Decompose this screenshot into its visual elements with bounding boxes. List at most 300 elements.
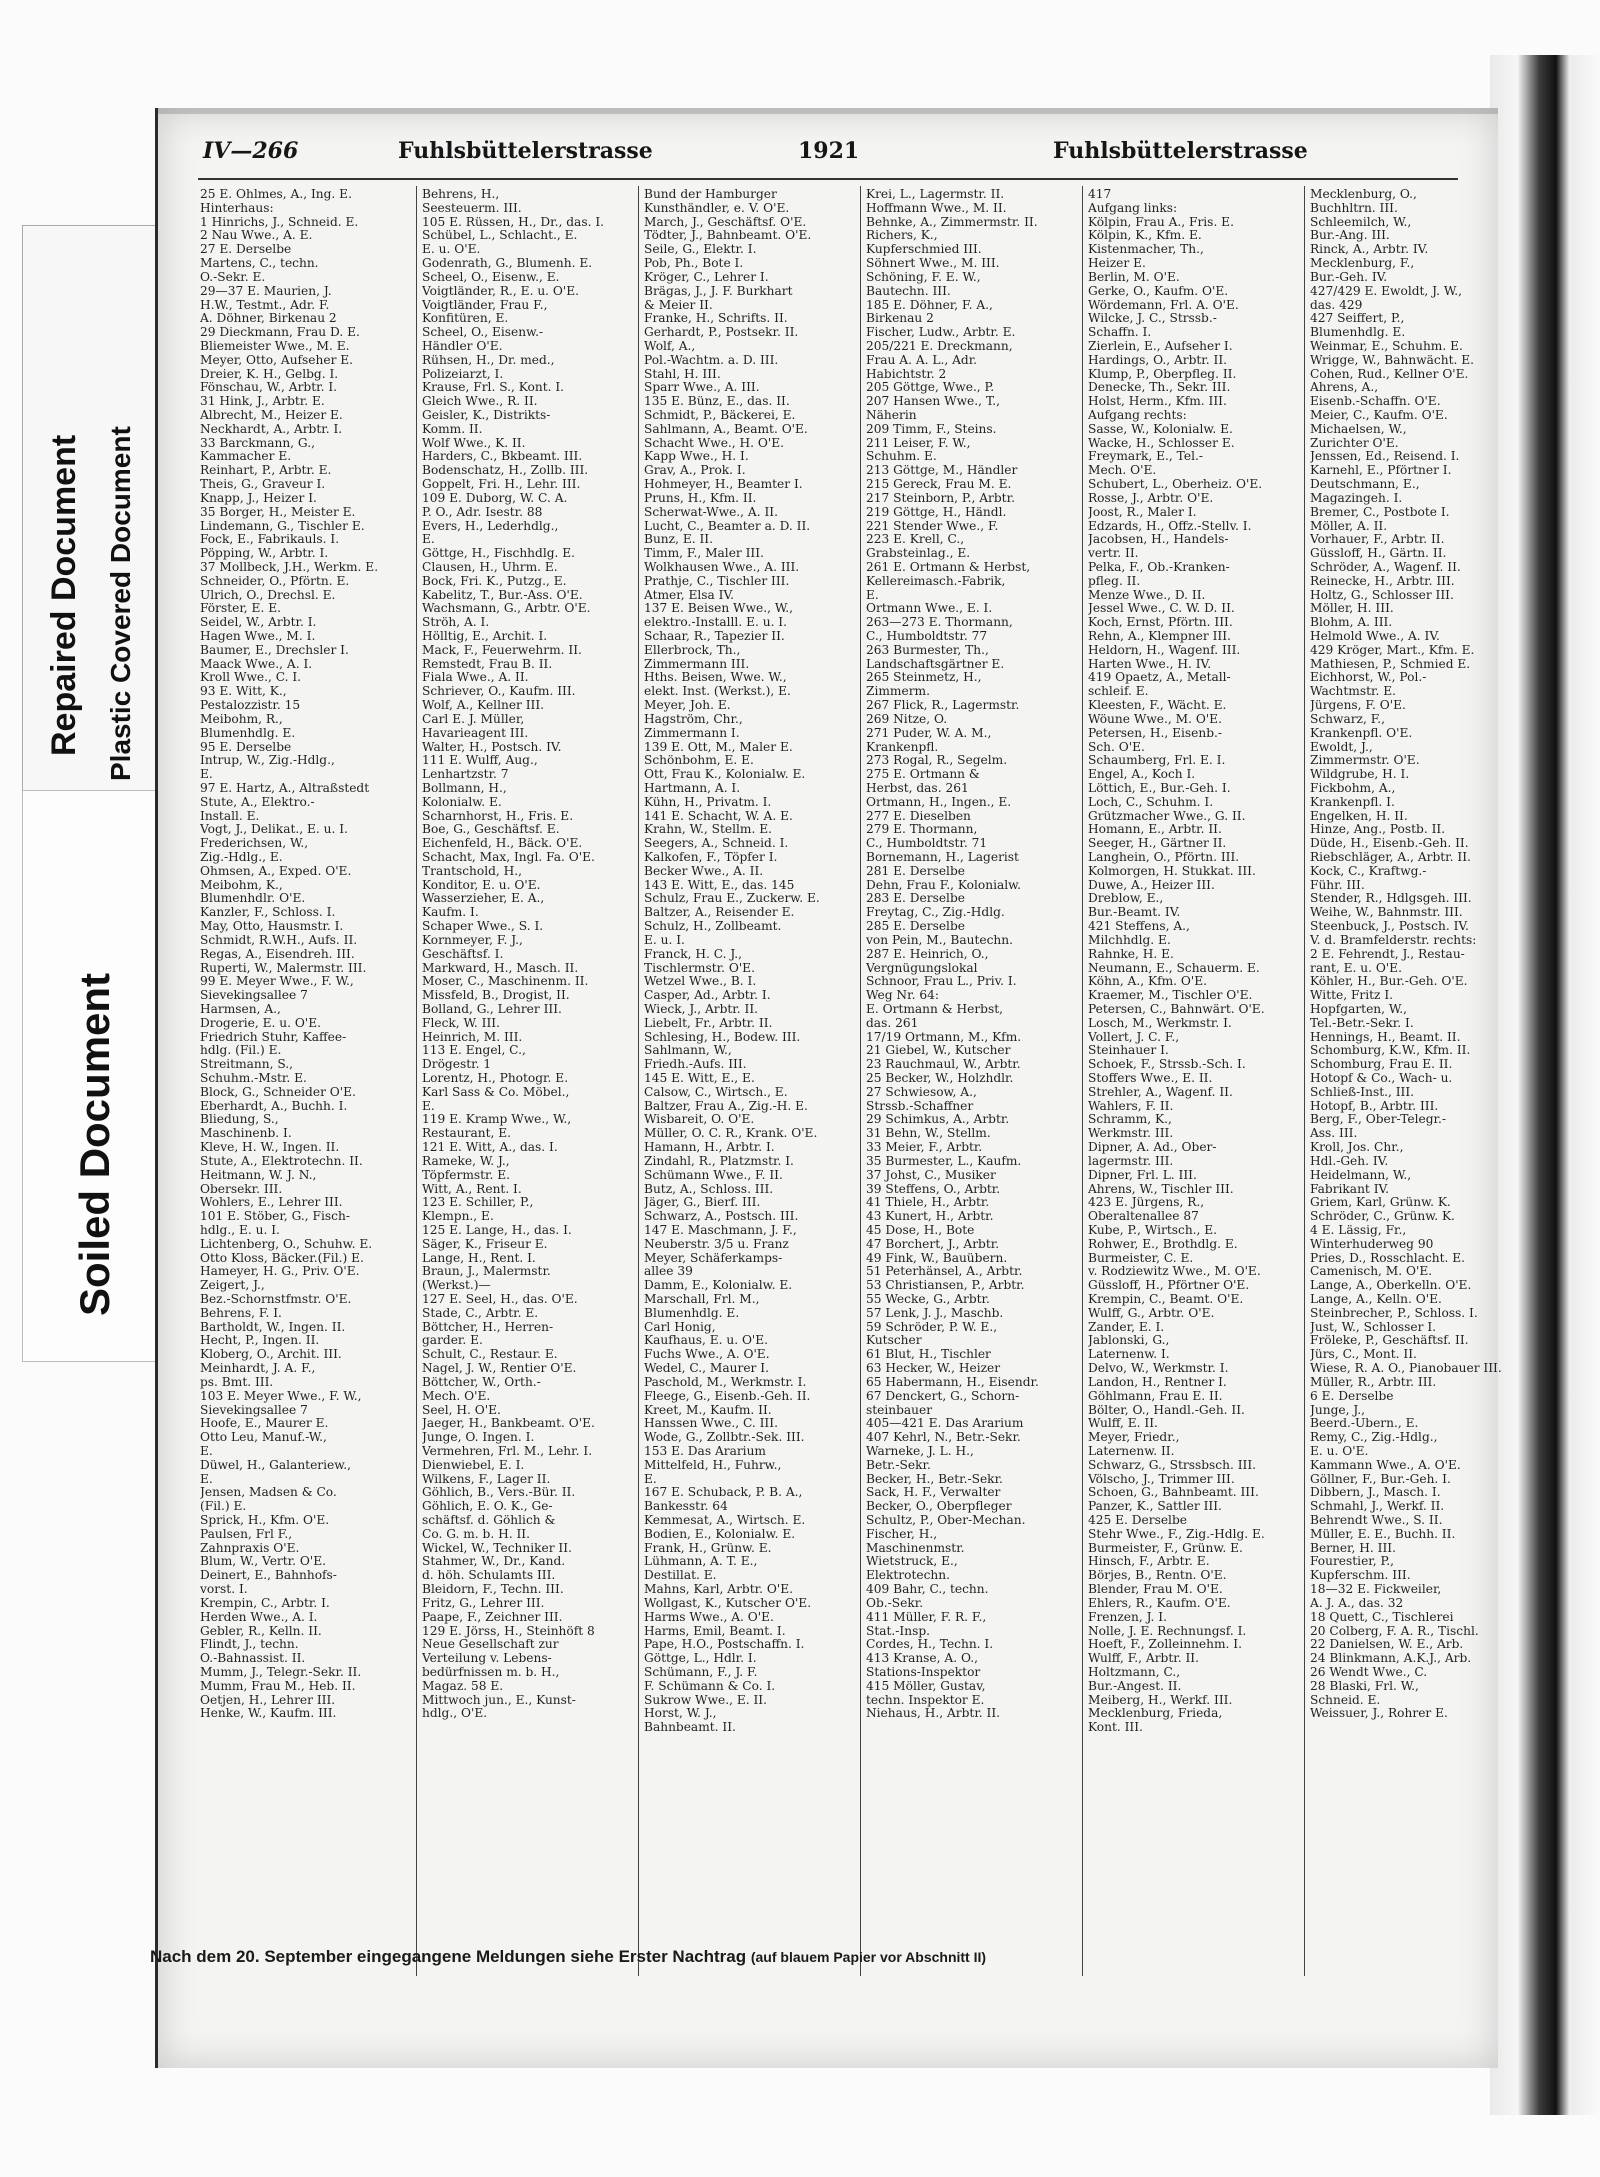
directory-entry-line: Kölpin, K., Kfm. E. bbox=[1088, 229, 1202, 243]
directory-entry-line: Düwel, H., Galanteriew., bbox=[200, 1458, 351, 1472]
directory-entry-line: Weissuer, J., Rohrer E. bbox=[1310, 1707, 1448, 1721]
directory-entry-line: Schriever, O., Kaufm. III. bbox=[422, 685, 576, 699]
directory-entry-line: 261 E. Ortmann & Herbst, bbox=[866, 560, 1031, 574]
directory-entry-line: Werkmstr. III. bbox=[1088, 1127, 1174, 1141]
directory-entry-line: 25 E. Ohlmes, A., Ing. E. bbox=[200, 188, 352, 201]
directory-entry-line: Bleidorn, F., Techn. III. bbox=[422, 1583, 564, 1597]
directory-entry-line: Zeigert, J., bbox=[200, 1279, 265, 1293]
directory-entry-line: Göttge, H., Fischhdlg. E. bbox=[422, 547, 576, 561]
directory-entry-line: Behrens, H., bbox=[422, 188, 500, 201]
directory-entry-line: Scheel, O., Eisenw., E. bbox=[422, 270, 560, 284]
directory-entry-line: elekt. Inst. (Werkst.), E. bbox=[644, 685, 791, 699]
directory-entry-line: Warneke, J. L. H., bbox=[866, 1444, 974, 1458]
directory-entry-line: Göhlich, B., Vers.-Bür. II. bbox=[422, 1486, 576, 1500]
directory-entry-line: 137 E. Beisen Wwe., W., bbox=[644, 602, 793, 616]
directory-entry-line: Pol.-Wachtm. a. D. III. bbox=[644, 353, 779, 367]
directory-entry-line: d. höh. Schulamts III. bbox=[422, 1569, 556, 1583]
directory-entry-line: Heidelmann, W., bbox=[1310, 1168, 1412, 1182]
directory-entry-line: Steinhauer I. bbox=[1088, 1044, 1169, 1058]
directory-entry-line: Lindemann, G., Tischler E. bbox=[200, 519, 365, 533]
directory-entry-line: Duwe, A., Heizer III. bbox=[1088, 878, 1215, 892]
directory-entry-line: Wohlers, E., Lehrer III. bbox=[200, 1196, 343, 1210]
directory-entry-line: Frederichsen, W., bbox=[200, 837, 309, 851]
directory-entry-line: Zig.-Hdlg., E. bbox=[200, 851, 283, 864]
directory-entry-line: Köhler, H., Bur.-Geh. O'E. bbox=[1310, 975, 1468, 989]
directory-entry-line: 65 Habermann, H., Eisendr. bbox=[866, 1375, 1039, 1389]
directory-entry-line: Landschaftsgärtner E. bbox=[866, 657, 1005, 671]
directory-entry-line: Friedh.-Aufs. III. bbox=[644, 1058, 747, 1072]
directory-entry-line: Gebler, R., Kelln. II. bbox=[200, 1624, 322, 1638]
directory-entry-line: Grützmacher Wwe., G. II. bbox=[1088, 809, 1246, 823]
directory-entry-line: Clausen, H., Uhrm. E. bbox=[422, 560, 558, 574]
directory-entry-line: 55 Wecke, G., Arbtr. bbox=[866, 1293, 990, 1306]
directory-entry-line: Ströh, A. I. bbox=[422, 616, 490, 630]
directory-entry-line: techn. Inspektor E. bbox=[866, 1693, 985, 1707]
directory-entry-line: Kornmeyer, F. J., bbox=[422, 933, 523, 947]
directory-entry-line: 26 Wendt Wwe., C. bbox=[1310, 1665, 1428, 1679]
directory-entry-line: Wilkens, F., Lager II. bbox=[422, 1472, 551, 1486]
directory-entry-line: Kaufm. I. bbox=[422, 906, 479, 920]
directory-entry-line: 427/429 E. Ewoldt, J. W., bbox=[1310, 284, 1462, 298]
directory-entry-line: 22 Danielsen, W. E., Arb. bbox=[1310, 1638, 1464, 1652]
directory-entry-line: Regas, A., Eisendreh. III. bbox=[200, 947, 355, 961]
directory-entry-line: Wöune Wwe., M. O'E. bbox=[1088, 712, 1222, 726]
directory-entry-line: Sack, H. F., Verwalter bbox=[866, 1486, 1001, 1500]
directory-entry-line: Voigtländer, R., E. u. O'E. bbox=[422, 284, 580, 298]
directory-entry-line: Schümann, F., J. F. bbox=[644, 1665, 758, 1679]
directory-entry-line: Niehaus, H., Arbtr. II. bbox=[866, 1707, 1001, 1721]
column-divider bbox=[416, 186, 417, 1976]
directory-entry-line: Liebelt, Fr., Arbtr. II. bbox=[644, 1016, 773, 1030]
directory-entry-line: Landon, H., Rentner I. bbox=[1088, 1375, 1227, 1389]
directory-entry-line: Denecke, Th., Sekr. III. bbox=[1088, 381, 1231, 395]
directory-entry-line: Junge, O. Ingen. I. bbox=[422, 1431, 535, 1445]
directory-entry-line: Hths. Beisen, Wwe. W., bbox=[644, 671, 787, 685]
directory-entry-line: Gleich Wwe., R. II. bbox=[422, 395, 538, 409]
directory-entry-line: Sasse, W., Kolonialw. E. bbox=[1088, 422, 1233, 436]
directory-entry-line: Geschäftsf. I. bbox=[422, 947, 504, 961]
directory-entry-line: 265 Steinmetz, H., bbox=[866, 671, 982, 685]
directory-entry-line: Theis, G., Graveur I. bbox=[200, 478, 326, 492]
directory-entry-line: Freymark, E., Tel.- bbox=[1088, 450, 1203, 464]
directory-entry-line: Kroll Wwe., C. I. bbox=[200, 671, 302, 685]
directory-entry-line: Casper, Ad., Arbtr. I. bbox=[644, 989, 771, 1003]
directory-entry-line: Stahl, H. III. bbox=[644, 367, 721, 381]
directory-entry-line: Wachtmstr. E. bbox=[1310, 685, 1397, 699]
directory-entry-line: 273 Rogal, R., Segelm. bbox=[866, 754, 1008, 768]
directory-entry-line: Schaumberg, Frl. E. I. bbox=[1088, 754, 1226, 768]
directory-entry-line: 61 Blut, H., Tischler bbox=[866, 1348, 991, 1362]
directory-entry-line: Ellerbrock, Th., bbox=[644, 643, 741, 657]
directory-entry-line: Mathiesen, P., Schmied E. bbox=[1310, 657, 1471, 671]
directory-entry-line: Panzer, K., Sattler III. bbox=[1088, 1500, 1222, 1514]
directory-entry-line: 267 Flick, R., Lagermstr. bbox=[866, 699, 1020, 713]
directory-entry-line: Wolf, A., Kellner III. bbox=[422, 699, 545, 713]
directory-entry-line: von Pein, M., Bautechn. bbox=[866, 933, 1013, 947]
directory-entry-line: Güssloff, H., Pförtner O'E. bbox=[1088, 1279, 1250, 1293]
directory-entry-line: Müller, O. C. R., Krank. O'E. bbox=[644, 1127, 818, 1141]
directory-entry-line: Verteilung v. Lebens- bbox=[422, 1652, 552, 1666]
directory-entry-line: Schultz, P., Ober-Mechan. bbox=[866, 1514, 1026, 1527]
footer-text: Nach dem 20. September eingegangene Meldungen siehe Erster Nachtrag bbox=[150, 1947, 747, 1966]
directory-entry-line: Stute, A., Elektro.- bbox=[200, 795, 315, 809]
directory-entry-line: Harms, Emil, Beamt. I. bbox=[644, 1624, 786, 1638]
directory-entry-line: Schröder, C., Grünw. K. bbox=[1310, 1210, 1455, 1224]
directory-entry-line: Kammann Wwe., A. O'E. bbox=[1310, 1458, 1461, 1472]
directory-entry-line: Paape, F., Zeichner III. bbox=[422, 1610, 563, 1624]
directory-entry-line: rant, E. u. O'E. bbox=[1310, 961, 1402, 975]
directory-entry-line: Ohmsen, A., Exped. O'E. bbox=[200, 864, 352, 878]
directory-entry-line: 405—421 E. Das Ärarium bbox=[866, 1417, 1024, 1431]
directory-entry-line: 18 Quett, C., Tischlerei bbox=[1310, 1610, 1454, 1624]
directory-column-3 bbox=[644, 188, 854, 2048]
directory-entry-line: Neumann, E., Schauerm. E. bbox=[1088, 961, 1260, 975]
directory-entry-line: Schnoor, Frau L., Priv. I. bbox=[866, 975, 1017, 989]
directory-entry-line: Bankesstr. 64 bbox=[644, 1500, 728, 1514]
directory-entry-line: Pape, H.O., Postschaffn. I. bbox=[644, 1638, 805, 1652]
directory-entry-line: 29—37 E. Maurien, J. bbox=[200, 284, 332, 298]
directory-entry-line: Krause, Frl. S., Kont. I. bbox=[422, 381, 565, 395]
directory-entry-line: Schönbohm, E. E. bbox=[644, 754, 754, 768]
directory-entry-line: E. bbox=[422, 533, 435, 547]
directory-entry-line: Witte, Fritz I. bbox=[1310, 989, 1394, 1003]
directory-entry-line: Block, G., Schneider O'E. bbox=[200, 1085, 356, 1099]
directory-entry-line: Remstedt, Frau B. II. bbox=[422, 657, 553, 671]
directory-entry-line: Pruns, H., Kfm. II. bbox=[644, 491, 757, 505]
directory-entry-line: Bock, Fri. K., Putzg., E. bbox=[422, 574, 567, 588]
directory-entry-line: P. O., Adr. Isestr. 88 bbox=[422, 505, 543, 519]
directory-entry-line: Schubert, L., Oberheiz. O'E. bbox=[1088, 478, 1263, 492]
directory-entry-line: hdlg., E. u. I. bbox=[200, 1223, 280, 1237]
directory-entry-line: Schröder, A., Wagenf. II. bbox=[1310, 560, 1461, 574]
column-divider bbox=[860, 186, 861, 1976]
directory-entry-line: Martens, C., techn. bbox=[200, 257, 319, 271]
directory-entry-line: Bodenschatz, H., Zollb. III. bbox=[422, 464, 589, 478]
directory-entry-line: Sievekingsallee 7 bbox=[200, 989, 308, 1003]
directory-entry-line: Grabsteinlag., E. bbox=[866, 547, 971, 561]
directory-entry-line: 43 Kunert, H., Arbtr. bbox=[866, 1210, 994, 1224]
directory-entry-line: Frau A. A. L., Adr. bbox=[866, 353, 978, 367]
directory-entry-line: Dehn, Frau F., Kolonialw. bbox=[866, 878, 1022, 892]
directory-entry-line: Blender, Frau M. O'E. bbox=[1088, 1583, 1223, 1597]
directory-entry-line: 63 Hecker, W., Heizer bbox=[866, 1362, 1001, 1376]
directory-entry-line: Ulrich, O., Drechsl. E. bbox=[200, 588, 336, 602]
directory-entry-line: Vorhauer, F., Arbtr. II. bbox=[1310, 533, 1445, 547]
directory-entry-line: Losch, M., Werkmstr. I. bbox=[1088, 1016, 1232, 1030]
directory-entry-line: Zander, E. I. bbox=[1088, 1320, 1165, 1334]
directory-entry-line: Lorentz, H., Photogr. E. bbox=[422, 1072, 569, 1085]
directory-entry-line: Hotopf, B., Arbtr. III. bbox=[1310, 1099, 1439, 1113]
directory-entry-line: 31 Hink, J., Arbtr. E. bbox=[200, 395, 325, 409]
directory-entry-line: Loch, C., Schuhm. I. bbox=[1088, 795, 1214, 809]
directory-entry-line: Albrecht, M., Heizer E. bbox=[200, 409, 343, 422]
directory-entry-line: Bartholdt, W., Ingen. II. bbox=[200, 1320, 346, 1334]
directory-entry-line: Schmidt, R.W.H., Aufs. II. bbox=[200, 933, 358, 947]
directory-entry-line: Geisler, K., Distrikts- bbox=[422, 409, 551, 422]
directory-entry-line: Destillat. E. bbox=[644, 1569, 717, 1583]
directory-entry-line: Müller, E. E., Buchh. II. bbox=[1310, 1527, 1456, 1541]
directory-entry-line: 45 Dose, H., Bote bbox=[866, 1223, 975, 1237]
directory-entry-line: Dibbern, J., Masch. I. bbox=[1310, 1486, 1441, 1500]
directory-entry-line: 67 Denckert, G., Schorn- bbox=[866, 1389, 1020, 1403]
directory-entry-line: Goppelt, Fri. H., Lehr. III. bbox=[422, 478, 581, 492]
directory-entry-line: Kutscher bbox=[866, 1334, 922, 1348]
directory-entry-line: 223 E. Krell, C., bbox=[866, 533, 965, 547]
directory-entry-line: Seesteuerm. III. bbox=[422, 201, 522, 215]
directory-entry-line: das. 261 bbox=[866, 1016, 919, 1030]
directory-entry-line: Hardings, O., Arbtr. II. bbox=[1088, 353, 1228, 367]
label-strip-top bbox=[22, 225, 162, 797]
directory-entry-line: Maschinenb. I. bbox=[200, 1127, 292, 1141]
directory-entry-line: Fiala Wwe., A. II. bbox=[422, 671, 529, 685]
directory-entry-line: Edzards, H., Offz.-Stellv. I. bbox=[1088, 519, 1252, 533]
directory-entry-line: Zurichter O'E. bbox=[1310, 436, 1399, 450]
directory-entry-line: Kalkofen, F., Töpfer I. bbox=[644, 851, 778, 864]
directory-entry-line: Hartmann, A. I. bbox=[644, 781, 741, 795]
directory-entry-line: 139 E. Ott, M., Maler E. bbox=[644, 740, 793, 754]
directory-entry-line: Maschinenmstr. bbox=[866, 1541, 965, 1555]
directory-entry-line: Wisbareit, O. O'E. bbox=[644, 1113, 755, 1127]
directory-entry-line: Drogerie, E. u. O'E. bbox=[200, 1016, 321, 1030]
directory-entry-line: Tel.-Betr.-Sekr. I. bbox=[1310, 1016, 1414, 1030]
directory-entry-line: Pöpping, W., Arbtr. I. bbox=[200, 547, 329, 561]
directory-entry-line: Zimmermann I. bbox=[644, 726, 740, 740]
directory-entry-line: Reinhart, P., Arbtr. E. bbox=[200, 464, 332, 478]
directory-entry-line: Paschold, M., Werkmstr. I. bbox=[644, 1375, 807, 1389]
directory-entry-line: Behnke, A., Zimmermstr. II. bbox=[866, 215, 1038, 229]
directory-entry-line: Baltzer, A., Reisender E. bbox=[644, 906, 795, 920]
directory-entry-line: 24 Blinkmann, A.K.J., Arb. bbox=[1310, 1652, 1472, 1666]
directory-entry-line: Rohwer, E., Brothdlg. E. bbox=[1088, 1237, 1238, 1251]
directory-entry-line: Tischlermstr. O'E. bbox=[644, 961, 755, 975]
directory-entry-line: 1 Hinrichs, J., Schneid. E. bbox=[200, 215, 359, 229]
directory-entry-line: Wietstruck, E., bbox=[866, 1555, 958, 1569]
directory-entry-line: Vogt, J., Delikat., E. u. I. bbox=[200, 823, 348, 837]
directory-entry-line: Griem, Karl, Grünw. K. bbox=[1310, 1196, 1451, 1210]
directory-entry-line: Schneider, O., Pförtn. E. bbox=[200, 574, 350, 588]
directory-entry-line: Stoffers Wwe., E. II. bbox=[1088, 1072, 1213, 1085]
directory-entry-line: Remy, C., Zig.-Hdlg., bbox=[1310, 1431, 1438, 1445]
directory-entry-line: 407 Kehrl, N., Betr.-Sekr. bbox=[866, 1431, 1021, 1445]
directory-entry-line: Töpfermstr. E. bbox=[422, 1168, 511, 1182]
directory-entry-line: Wildgrube, H. I. bbox=[1310, 768, 1410, 782]
directory-entry-line: Fock, E., Fabrikauls. I. bbox=[200, 533, 340, 547]
directory-entry-line: Scharnhorst, H., Fris. E. bbox=[422, 809, 574, 823]
directory-entry-line: Heizer E. bbox=[1088, 257, 1146, 271]
directory-entry-line: Hameyer, H. G., Priv. O'E. bbox=[200, 1265, 360, 1279]
directory-entry-line: Krempin, C., Beamt. O'E. bbox=[1088, 1293, 1244, 1306]
directory-entry-line: Stade, C., Arbtr. E. bbox=[422, 1306, 539, 1320]
directory-entry-line: 31 Behn, W., Stellm. bbox=[866, 1127, 991, 1141]
directory-entry-line: Wulff, E. II. bbox=[1088, 1417, 1158, 1431]
directory-entry-line: Trantschold, H., bbox=[422, 864, 523, 878]
directory-column-4 bbox=[866, 188, 1076, 2048]
directory-entry-line: Bremer, C., Postbote I. bbox=[1310, 505, 1450, 519]
directory-entry-line: Lange, A., Oberkelln. O'E. bbox=[1310, 1279, 1472, 1293]
directory-entry-line: Kolmorgen, H. Stukkat. III. bbox=[1088, 864, 1256, 878]
directory-entry-line: A. J. A., das. 32 bbox=[1310, 1596, 1404, 1610]
directory-entry-line: 37 Johst, C., Musiker bbox=[866, 1168, 996, 1182]
directory-entry-line: A. Döhner, Birkenau 2 bbox=[200, 312, 337, 326]
directory-entry-line: Göttge, L., Hdlr. I. bbox=[644, 1652, 757, 1666]
directory-entry-line: Fönschau, W., Arbtr. I. bbox=[200, 381, 338, 395]
directory-entry-line: Knapp, J., Heizer I. bbox=[200, 491, 317, 505]
directory-entry-line: Holtzmann, C., bbox=[1088, 1665, 1181, 1679]
directory-entry-line: Gerke, O., Kaufm. O'E. bbox=[1088, 284, 1229, 298]
directory-entry-line: Meyer, Schäferkamps- bbox=[644, 1251, 783, 1265]
directory-entry-line: Laternenw. II. bbox=[1088, 1444, 1175, 1458]
directory-entry-line: Hinze, Ang., Postb. II. bbox=[1310, 823, 1446, 837]
directory-entry-line: Möller, A. II. bbox=[1310, 519, 1388, 533]
directory-entry-line: v. Rodziewitz Wwe., M. O'E. bbox=[1088, 1265, 1261, 1279]
directory-entry-line: Weg Nr. 64: bbox=[866, 989, 939, 1003]
year-title: 1921 bbox=[798, 138, 860, 164]
directory-entry-line: Mittwoch jun., E., Kunst- bbox=[422, 1693, 576, 1707]
directory-entry-line: Carl Honig, bbox=[644, 1320, 716, 1334]
directory-entry-line: Intrup, W., Zig.-Hdlg., bbox=[200, 754, 335, 768]
directory-entry-line: Schaffn. I. bbox=[1088, 326, 1152, 340]
directory-entry-line: Lühmann, A. T. E., bbox=[644, 1555, 758, 1569]
directory-entry-line: Holst, Herm., Kfm. III. bbox=[1088, 395, 1227, 409]
directory-entry-line: & Meier II. bbox=[644, 298, 713, 312]
directory-entry-line: schäftsf. d. Göhlich & bbox=[422, 1514, 556, 1527]
directory-entry-line: Herden Wwe., A. I. bbox=[200, 1610, 318, 1624]
directory-entry-line: 129 E. Jörss, H., Steinhöft 8 bbox=[422, 1624, 595, 1638]
directory-entry-line: Stehr Wwe., F., Zig.-Hdlg. E. bbox=[1088, 1527, 1265, 1541]
directory-entry-line: Hoffmann Wwe., M. II. bbox=[866, 201, 1007, 215]
directory-entry-line: Meyer, Friedr., bbox=[1088, 1431, 1180, 1445]
directory-entry-line: Schomburg, Frau E. II. bbox=[1310, 1058, 1453, 1072]
directory-entry-line: Hanssen Wwe., C. III. bbox=[644, 1417, 778, 1431]
directory-entry-line: May, Otto, Hausmstr. I. bbox=[200, 920, 344, 934]
directory-entry-line: Hinsch, F., Arbtr. E. bbox=[1088, 1555, 1210, 1569]
directory-entry-line: Führ. III. bbox=[1310, 878, 1365, 892]
directory-entry-line: 101 E. Stöber, G., Fisch- bbox=[200, 1210, 350, 1224]
directory-entry-line: 97 E. Hartz, A., Altraßstedt bbox=[200, 781, 370, 795]
directory-entry-line: Blohm, A. III. bbox=[1310, 616, 1393, 630]
directory-entry-line: Rinck, A., Arbtr. IV. bbox=[1310, 243, 1429, 257]
directory-entry-line: Winterhuderweg 90 bbox=[1310, 1237, 1434, 1251]
directory-entry-line: Sprick, H., Kfm. O'E. bbox=[200, 1514, 330, 1527]
directory-entry-line: Kanzler, F., Schloss. I. bbox=[200, 906, 336, 920]
directory-entry-line: (Fil.) E. bbox=[200, 1500, 247, 1514]
directory-entry-line: Bliemeister Wwe., M. E. bbox=[200, 339, 350, 353]
directory-entry-line: 413 Kranse, A. O., bbox=[866, 1652, 978, 1666]
directory-entry-line: Ahrens, A., bbox=[1310, 381, 1379, 395]
directory-entry-line: Weihe, W., Bahnmstr. III. bbox=[1310, 906, 1463, 920]
directory-entry-line: Birkenau 2 bbox=[866, 312, 934, 326]
directory-entry-line: Streitmann, S., bbox=[200, 1058, 294, 1072]
directory-entry-line: 95 E. Derselbe bbox=[200, 740, 292, 754]
directory-entry-line: Wetzel Wwe., B. I. bbox=[644, 975, 757, 989]
directory-entry-line: Meibohm, K., bbox=[200, 878, 283, 892]
directory-entry-line: Neckhardt, A., Arbtr. I. bbox=[200, 422, 343, 436]
directory-entry-line: Rosse, J., Arbtr. O'E. bbox=[1088, 491, 1214, 505]
directory-entry-line: Buchhltrn. III. bbox=[1310, 201, 1398, 215]
directory-entry-line: Komm. II. bbox=[422, 422, 483, 436]
directory-entry-line: O.-Bahnassist. II. bbox=[200, 1652, 306, 1666]
directory-entry-line: Aufgang links: bbox=[1088, 201, 1178, 215]
directory-entry-line: Godenrath, G., Blumenh. E. bbox=[422, 257, 593, 271]
directory-entry-line: Stender, R., Hdlgsgeh. III. bbox=[1310, 892, 1472, 906]
directory-entry-line: 275 E. Ortmann & bbox=[866, 768, 980, 782]
directory-entry-line: Franck, H. C. J., bbox=[644, 947, 743, 961]
directory-entry-line: Jürgens, F. O'E. bbox=[1310, 699, 1406, 713]
directory-entry-line: Bautechn. III. bbox=[866, 284, 951, 298]
directory-entry-line: Göhlich, E. O. K., Ge- bbox=[422, 1500, 553, 1514]
directory-entry-line: 27 Schwiesow, A., bbox=[866, 1085, 977, 1099]
directory-entry-line: Fleege, G., Eisenb.-Geh. II. bbox=[644, 1389, 811, 1403]
directory-entry-line: Fourestier, P., bbox=[1310, 1555, 1394, 1569]
directory-entry-line: 263—273 E. Thormann, bbox=[866, 616, 1013, 630]
directory-entry-line: Schramm, K., bbox=[1088, 1113, 1172, 1127]
directory-entry-line: Karnehl, E., Pförtner I. bbox=[1310, 464, 1452, 478]
directory-entry-line: 37 Mollbeck, J.H., Werkm. E. bbox=[200, 560, 379, 574]
directory-entry-line: 281 E. Derselbe bbox=[866, 864, 965, 878]
directory-entry-line: Richers, K., bbox=[866, 229, 938, 243]
directory-entry-line: E. bbox=[200, 768, 213, 782]
directory-entry-line: Schacht, Max, Ingl. Fa. O'E. bbox=[422, 851, 595, 864]
directory-entry-line: Müller, R., Arbtr. III. bbox=[1310, 1375, 1437, 1389]
directory-entry-line: Freytag, C., Zig.-Hdlg. bbox=[866, 906, 1005, 920]
directory-entry-line: Cordes, H., Techn. I. bbox=[866, 1638, 994, 1652]
directory-entry-line: Baltzer, Frau A., Zig.-H. E. bbox=[644, 1099, 808, 1113]
directory-entry-line: 35 Burmester, L., Kaufm. bbox=[866, 1154, 1022, 1168]
directory-entry-line: Fabrikant IV. bbox=[1310, 1182, 1390, 1196]
directory-entry-line: Pob, Ph., Bote I. bbox=[644, 257, 744, 271]
directory-entry-line: 41 Thiele, H., Arbtr. bbox=[866, 1196, 990, 1210]
directory-entry-line: 283 E. Derselbe bbox=[866, 892, 965, 906]
directory-entry-line: Magaz. 58 E. bbox=[422, 1679, 504, 1693]
directory-entry-line: Schaper Wwe., S. I. bbox=[422, 920, 544, 934]
directory-entry-line: Göhlmann, Frau E. II. bbox=[1088, 1389, 1223, 1403]
directory-entry-line: Hennings, H., Beamt. II. bbox=[1310, 1030, 1461, 1044]
directory-column-2 bbox=[422, 188, 632, 2048]
directory-entry-line: Köhn, A., Kfm. O'E. bbox=[1088, 975, 1208, 989]
directory-entry-line: 49 Fink, W., Bauübern. bbox=[866, 1251, 1008, 1265]
directory-entry-line: 423 E. Jürgens, R., bbox=[1088, 1196, 1205, 1210]
directory-entry-line: Kabelitz, T., Bur.-Ass. O'E. bbox=[422, 588, 583, 602]
directory-entry-line: Bur.-Beamt. IV. bbox=[1088, 906, 1181, 920]
directory-entry-line: Wiese, R. A. O., Pianobauer III. bbox=[1310, 1362, 1502, 1376]
directory-entry-line: Mumm, J., Telegr.-Sekr. II. bbox=[200, 1665, 362, 1679]
label-strip-bottom bbox=[22, 790, 162, 1362]
directory-entry-line: E. bbox=[200, 1472, 213, 1486]
directory-entry-line: Riebschläger, A., Arbtr. II. bbox=[1310, 851, 1471, 864]
directory-entry-line: Missfeld, B., Drogist, II. bbox=[422, 989, 570, 1003]
directory-entry-line: 53 Christiansen, P., Arbtr. bbox=[866, 1279, 1025, 1293]
directory-entry-line: Reinecke, H., Arbtr. III. bbox=[1310, 574, 1455, 588]
directory-entry-line: Restaurant, E. bbox=[422, 1127, 512, 1141]
directory-entry-line: Meibohm, R., bbox=[200, 712, 283, 726]
directory-entry-line: Schwarz, F., bbox=[1310, 712, 1386, 726]
footer-subnote: (auf blauem Papier vor Abschnitt II) bbox=[750, 1949, 987, 1965]
directory-entry-line: Hdl.-Geh. IV. bbox=[1310, 1154, 1389, 1168]
directory-entry-line: garder. E. bbox=[422, 1334, 483, 1348]
directory-entry-line: Hopfgarten, W., bbox=[1310, 1002, 1408, 1016]
directory-entry-line: H.W., Testmt., Adr. F. bbox=[200, 298, 330, 312]
directory-entry-line: Baumer, E., Drechsler I. bbox=[200, 643, 349, 657]
directory-entry-line: 277 E. Dieselben bbox=[866, 809, 971, 823]
directory-entry-line: V. d. Bramfelderstr. rechts: bbox=[1310, 933, 1477, 947]
directory-entry-line: Carl E. J. Müller, bbox=[422, 712, 525, 726]
directory-entry-line: Kühn, H., Privatm. I. bbox=[644, 795, 772, 809]
directory-entry-line: Zimmermstr. O'E. bbox=[1310, 754, 1420, 768]
directory-entry-line: Strehler, A., Wagenf. II. bbox=[1088, 1085, 1233, 1099]
directory-entry-line: Pries, D., Rosschlacht. E. bbox=[1310, 1251, 1466, 1265]
directory-entry-line: Schoek, F., Strssb.-Sch. I. bbox=[1088, 1058, 1246, 1072]
column-divider bbox=[1082, 186, 1083, 1976]
